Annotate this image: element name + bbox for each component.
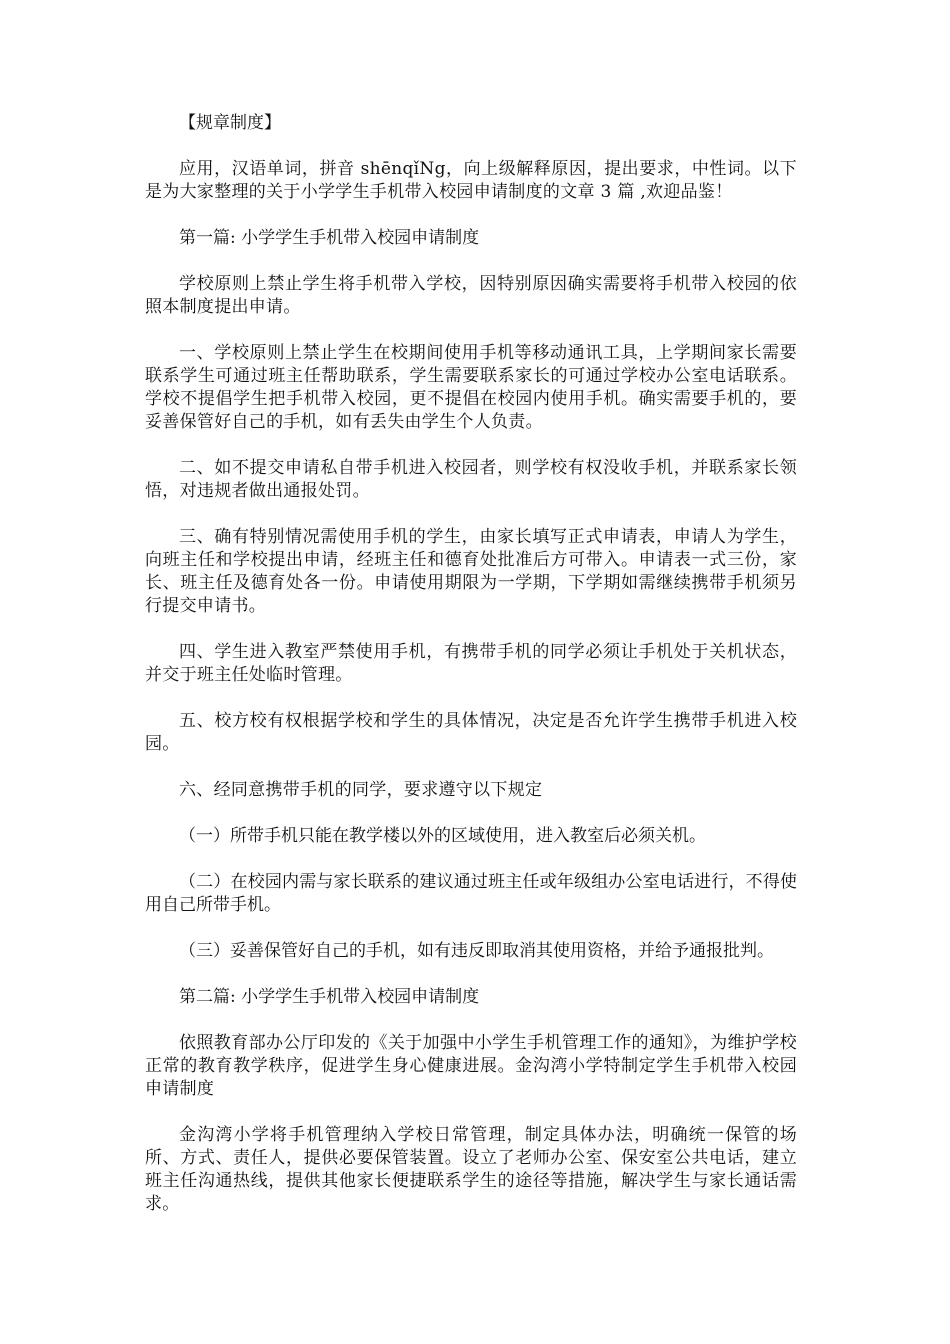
- part1-paragraph: 三、确有特别情况需使用手机的学生，由家长填写正式申请表，申请人为学生，向班主任和学校提出申请，经班主任和德育处批准后方可带入。申请表一式三份，家长、班主任及德育处各一份。申请使用期限为一学期，下学期如需继续携带手机须另行提交申请书。: [145, 527, 797, 616]
- part1-paragraph: 二、如不提交申请私自带手机进入校园者，则学校有权没收手机，并联系家长领悟，对违规者做出通报处罚。: [145, 458, 797, 501]
- part1-heading: 第一篇: 小学学生手机带入校园申请制度: [179, 228, 480, 248]
- part1-paragraph: 学校原则上禁止学生将手机带入学校，因特别原因确实需要将手机带入校园的依照本制度提出申请。: [145, 274, 797, 317]
- intro-paragraph: 应用，汉语单词，拼音 shēnqǐNg，向上级解释原因，提出要求，中性词。以下是为大家整理的关于小学学生手机带入校园申请制度的文章 3 篇 ,欢迎品鉴！: [145, 159, 797, 202]
- document-title: 【规章制度】: [179, 113, 281, 133]
- part1-paragraph: 四、学生进入教室严禁使用手机，有携带手机的同学必须让手机处于关机状态，并交于班主任处临时管理。: [145, 642, 797, 685]
- rule-item: （一）所带手机只能在教学楼以外的区域使用，进入教室后必须关机。: [179, 826, 706, 846]
- document-body: [145, 112, 797, 1239]
- rule-item: （二）在校园内需与家长联系的建议通过班主任或年级组办公室电话进行，不得使用自己所带手机。: [145, 872, 797, 915]
- rule-item: （三）妥善保管好自己的手机，如有违反即取消其使用资格，并给予通报批判。: [179, 941, 774, 961]
- part2-paragraph: 金沟湾小学将手机管理纳入学校日常管理，制定具体办法，明确统一保管的场所、方式、责任人，提供必要保管装置。设立了老师办公室、保安室公共电话，建立班主任沟通热线，提供其他家长便捷联系学生的途径等措施，解决学生与家长通话需求。: [145, 1125, 797, 1214]
- part2-paragraph: 依照教育部办公厅印发的《关于加强中小学生手机管理工作的通知》，为维护学校正常的教育教学秩序，促进学生身心健康进展。金沟湾小学特制定学生手机带入校园申请制度: [145, 1033, 797, 1099]
- part1-paragraph: 六、经同意携带手机的同学，要求遵守以下规定: [179, 780, 543, 800]
- part1-paragraph: 一、学校原则上禁止学生在校期间使用手机等移动通讯工具，上学期间家长需要联系学生可通过班主任帮助联系，学生需要联系家长的可通过学校办公室电话联系。学校不提倡学生把手机带入校园，更不提倡在校园内使用手机。确实需要手机的，要妥善保管好自己的手机，如有丢失由学生个人负责。: [145, 343, 797, 432]
- part2-heading: 第二篇: 小学学生手机带入校园申请制度: [179, 987, 480, 1007]
- part1-paragraph: 五、校方校有权根据学校和学生的具体情况，决定是否允许学生携带手机进入校园。: [145, 711, 797, 754]
